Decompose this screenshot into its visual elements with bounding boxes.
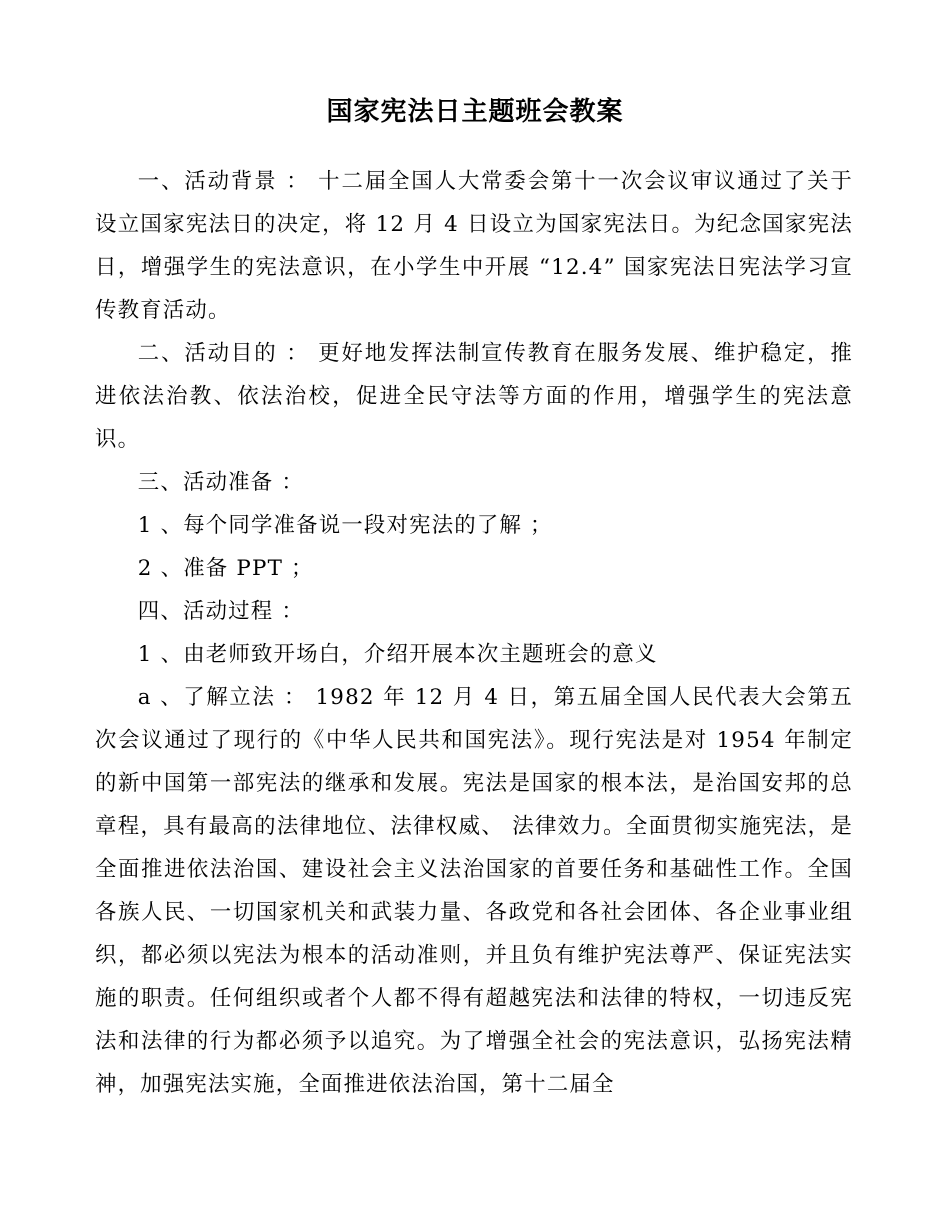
document-title: 国家宪法日主题班会教案 xyxy=(326,97,624,127)
paragraph-background: 一、活动背景 ： 十二届全国人大常委会第十一次会议审议通过了关于设立国家宪法日的决定，将 12 月 4 日设立为国家宪法日。为纪念国家宪法日，增强学生的宪法意识，在小学生中开展 “12.4” 国家宪法日宪法学习宣传教育活动。 xyxy=(95,169,853,323)
paragraph-preparation-item-2: 2 、准备 PPT ； xyxy=(137,556,314,581)
document-body xyxy=(95,160,853,1106)
paragraph-legislation: a 、了解立法 ： 1982 年 12 月 4 日，第五届全国人民代表大会第五次会议通过了现行的《中华人民共和国宪法》。现行宪法是对 1954 年制定的新中国第一部宪法的继承和发展。宪法是国家的根本法，是治国安邦的总章程，具有最高的法律地位、法律权威、 法律效力。全面贯彻实施宪法，是全面推进依法治国、建设社会主义法治国家的首要任务和基础性工作。全国各族人民、一切国家机关和武装力量、各政党和各社会团体、各企业事业组织，都必须以宪法为根本的活动准则，并且负有维护宪法尊严、保证宪法实施的职责。任何组织或者个人都不得有超越宪法和法律的特权，一切违反宪法和法律的行为都必须予以追究。为了增强全社会的宪法意识，弘扬宪法精神，加强宪法实施，全面推进依法治国，第十二届全 xyxy=(95,685,853,1097)
paragraph-preparation-item-1: 1 、每个同学准备说一段对宪法的了解 ； xyxy=(137,513,553,538)
paragraph-preparation-heading: 三、活动准备 ： xyxy=(137,470,304,495)
paragraph-process-heading: 四、活动过程 ： xyxy=(137,599,304,624)
paragraph-purpose: 二、活动目的 ： 更好地发挥法制宣传教育在服务发展、维护稳定，推进依法治教、依法治校，促进全民守法等方面的作用，增强学生的宪法意识。 xyxy=(95,341,853,452)
paragraph-process-item-1: 1 、由老师致开场白，介绍开展本次主题班会的意义 xyxy=(137,642,658,667)
